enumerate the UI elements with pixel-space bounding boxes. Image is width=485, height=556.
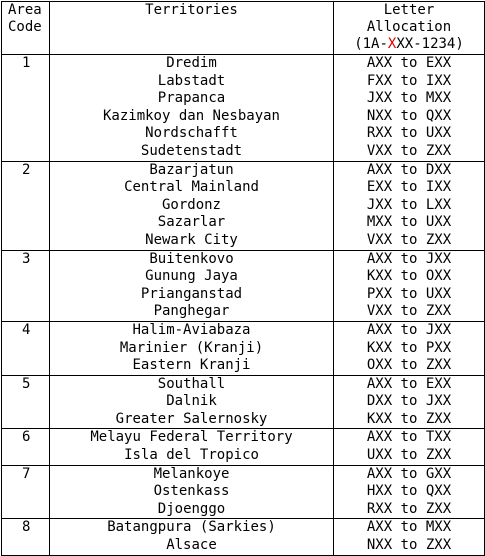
territory-name: Ostenkass — [153, 483, 230, 500]
table-body — [2, 55, 485, 556]
header-row — [2, 2, 485, 55]
letter-range: AXX to EXX — [366, 375, 452, 392]
letter-range: DXX to JXX — [366, 393, 452, 410]
letter-range: AXX to JXX — [366, 321, 452, 338]
area-group-row — [2, 321, 485, 375]
area-code-cell: 1 — [2, 55, 50, 162]
territory-name: Gordonz — [161, 196, 221, 213]
allocation-cell — [334, 250, 485, 321]
territory-name: Gunung Jaya — [145, 268, 238, 285]
territory-name: Sudetenstadt — [140, 142, 243, 159]
letter-range: JXX to LXX — [366, 196, 452, 213]
letter-range: AXX to JXX — [366, 250, 452, 267]
letter-range: OXX to ZXX — [366, 357, 452, 374]
territory-name: Greater Salernosky — [115, 410, 268, 427]
area-group-row — [2, 55, 485, 162]
territories-cell — [50, 55, 334, 162]
territory-name: Nordschafft — [145, 125, 238, 142]
area-group-row — [2, 429, 485, 465]
area-code-header — [2, 2, 50, 55]
letter-range: RXX to ZXX — [366, 500, 452, 517]
territory-name: Bazarjatun — [149, 161, 234, 178]
letter-range: VXX to ZXX — [366, 231, 452, 248]
area-code-cell: 6 — [2, 429, 50, 465]
allocation-cell — [334, 375, 485, 429]
area-code-table — [1, 1, 485, 556]
territory-name: Kazimkoy dan Nesbayan — [102, 107, 280, 124]
territories-cell — [50, 321, 334, 375]
alloc-header-line1: Letter — [383, 2, 435, 18]
area-code-cell: 8 — [2, 519, 50, 555]
allocation-cell — [334, 161, 485, 250]
letter-range: MXX to UXX — [366, 214, 452, 231]
territories-cell — [50, 429, 334, 465]
alloc-pattern-highlight: X — [387, 36, 397, 52]
territory-name: Alsace — [166, 537, 217, 554]
territory-name: Buitenkovo — [149, 250, 234, 267]
letter-range: UXX to ZXX — [366, 447, 452, 464]
alloc-pattern-prefix: (1A- — [354, 36, 388, 52]
territory-name: Djoenggo — [157, 500, 226, 517]
area-group-row — [2, 465, 485, 519]
alloc-pattern — [334, 36, 484, 53]
area-code-cell: 2 — [2, 161, 50, 250]
letter-range: PXX to UXX — [366, 285, 452, 302]
territory-name: Isla del Tropico — [124, 447, 259, 464]
territories-cell — [50, 161, 334, 250]
alloc-pattern-suffix: XX-1234) — [396, 36, 464, 52]
area-code-cell: 7 — [2, 465, 50, 519]
allocation-cell — [334, 465, 485, 519]
area-header-line1: Area — [8, 2, 42, 18]
letter-range: KXX to ZXX — [366, 410, 452, 427]
territories-cell — [50, 465, 334, 519]
letter-range: KXX to PXX — [366, 339, 452, 356]
allocation-cell — [334, 55, 485, 162]
territory-name: Prapanca — [157, 90, 226, 107]
territory-name: Central Mainland — [124, 179, 259, 196]
territories-cell — [50, 250, 334, 321]
letter-range: HXX to QXX — [366, 483, 452, 500]
area-header-line2: Code — [8, 19, 42, 35]
letter-range: NXX to ZXX — [366, 537, 452, 554]
territory-name: Southall — [157, 375, 226, 392]
letter-range: KXX to OXX — [366, 268, 452, 285]
territory-name: Halim-Aviabaza — [132, 321, 251, 338]
area-code-cell: 4 — [2, 321, 50, 375]
area-code-cell: 5 — [2, 375, 50, 429]
allocation-cell — [334, 321, 485, 375]
letter-range: AXX to TXX — [366, 429, 452, 446]
territory-name: Dredim — [166, 55, 217, 71]
territory-name: Eastern Kranji — [132, 357, 251, 374]
letter-range: EXX to IXX — [366, 179, 452, 196]
letter-range: FXX to IXX — [366, 72, 452, 89]
letter-range: VXX to ZXX — [366, 142, 452, 159]
allocation-cell — [334, 429, 485, 465]
alloc-header-line2: Allocation — [366, 19, 452, 35]
territory-name: Newark City — [145, 231, 238, 248]
territory-name: Melankoye — [153, 465, 230, 482]
letter-range: JXX to MXX — [366, 90, 452, 107]
area-group-row — [2, 375, 485, 429]
territory-name: Prianganstad — [140, 285, 243, 302]
territory-name: Batangpura (Sarkies) — [107, 519, 276, 536]
area-group-row — [2, 161, 485, 250]
territories-cell — [50, 375, 334, 429]
letter-range: AXX to MXX — [366, 519, 452, 536]
territory-name: Sazarlar — [157, 214, 226, 231]
territories-header: Territories — [50, 2, 334, 55]
letter-range: NXX to QXX — [366, 107, 452, 124]
territory-name: Dalnik — [166, 393, 217, 410]
territory-name: Marinier (Kranji) — [119, 339, 264, 356]
letter-range: RXX to UXX — [366, 125, 452, 142]
area-code-cell: 3 — [2, 250, 50, 321]
letter-range: AXX to GXX — [366, 465, 452, 482]
letter-range: AXX to DXX — [366, 161, 452, 178]
territory-name: Panghegar — [153, 303, 230, 320]
territory-name: Labstadt — [157, 72, 226, 89]
letter-range: VXX to ZXX — [366, 303, 452, 320]
territory-name: Melayu Federal Territory — [90, 429, 293, 446]
letter-range: AXX to EXX — [366, 55, 452, 71]
letter-allocation-header — [334, 2, 485, 55]
area-group-row — [2, 250, 485, 321]
